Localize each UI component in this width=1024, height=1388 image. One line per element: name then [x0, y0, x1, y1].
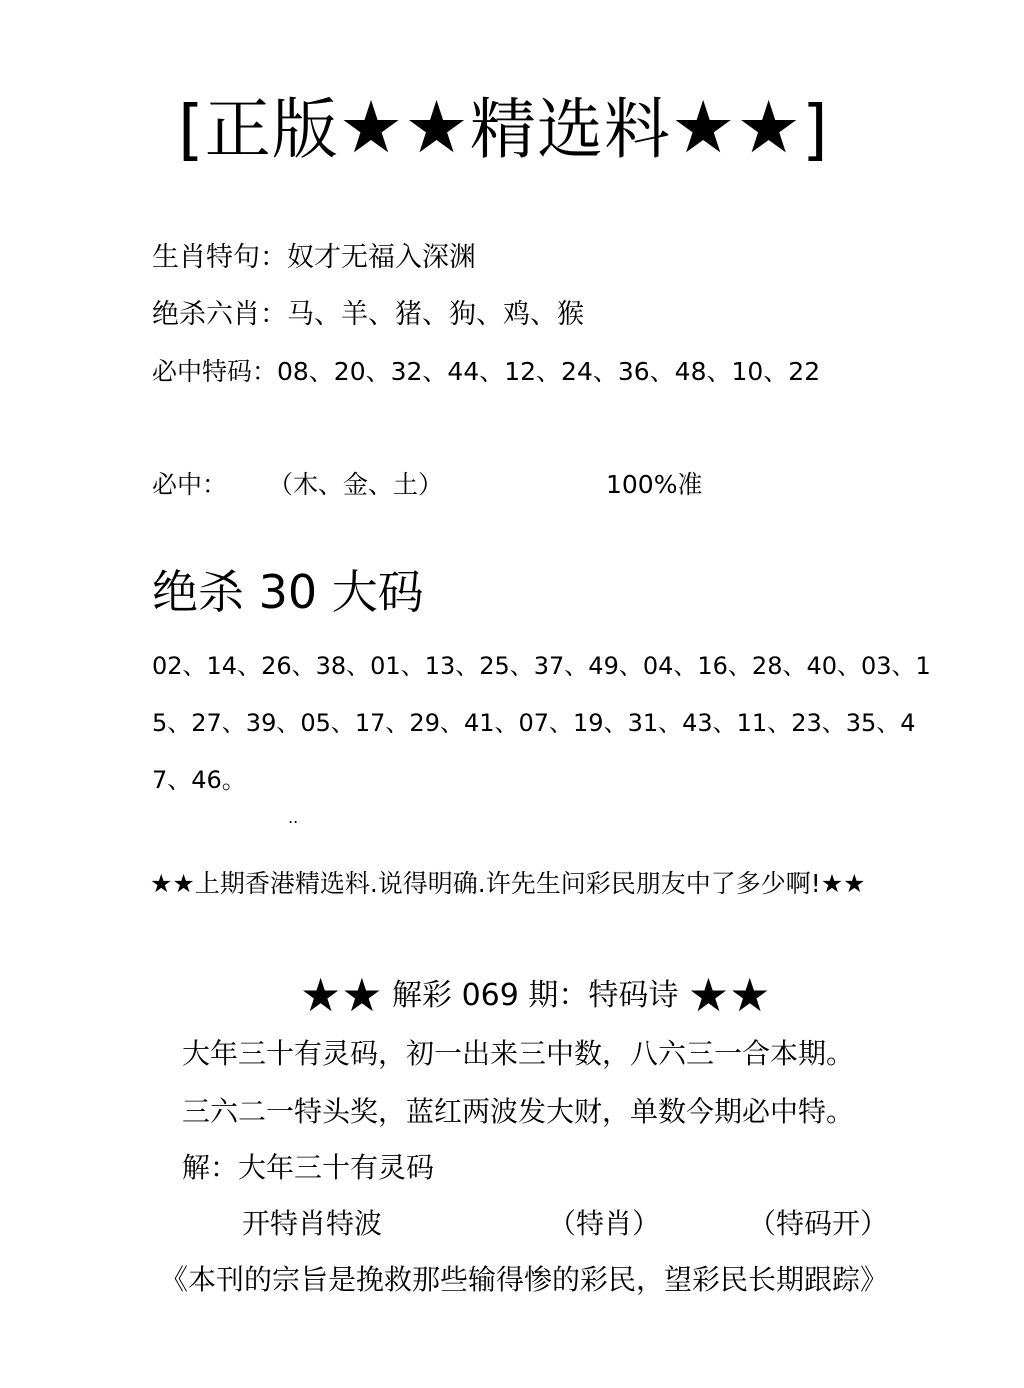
star-icon: ★★ — [670, 85, 802, 169]
kill30-heading: 绝杀 30 大码 — [152, 565, 424, 619]
star-icon: ★★ — [300, 968, 383, 1022]
poem-line-2: 三六二一特头奖，蓝红两波发大财，单数今期必中特。 — [182, 1095, 855, 1128]
must-hit-numbers: 必中特码：08、20、32、44、12、24、36、48、10、22 — [152, 357, 821, 386]
poem-title — [300, 968, 771, 1022]
dots-mark: .. — [288, 808, 299, 827]
must-hit-elements: （木、金、土） — [268, 470, 444, 499]
title-open-bracket: [ — [178, 91, 205, 168]
zodiac-proverb: 生肖特句：奴才无福入深渊 — [152, 242, 476, 273]
kill-six-zodiac: 绝杀六肖：马、羊、猪、狗、鸡、猴 — [152, 299, 584, 330]
page-title — [178, 82, 829, 175]
must-hit-label: 必中： — [152, 470, 228, 499]
poem-line-4a: 开特肖特波 — [242, 1207, 383, 1240]
star-icon: ★★ — [687, 968, 771, 1022]
poem-line-4c: （特码开） — [748, 1207, 889, 1240]
poem-title-text: 解彩 069 期：特码诗 — [392, 978, 679, 1013]
star-icon: ★★ — [338, 85, 470, 169]
title-main: 精选料 — [469, 91, 671, 168]
title-close-bracket: ] — [801, 91, 829, 168]
poem-line-3: 解：大年三十有灵码 — [182, 1151, 435, 1184]
banner-text: ★★上期香港精选料.说得明确.许先生问彩民朋友中了多少啊!★★ — [150, 869, 866, 898]
poem-line-1: 大年三十有灵码，初一出来三中数，八六三一合本期。 — [182, 1037, 855, 1070]
title-prefix: 正版 — [204, 91, 339, 168]
kill30-numbers: 02、14、26、38、01、13、25、37、49、04、16、28、40、03、15、27、39、05、17、29、41、07、19、31、43、11、23、35、47、46。 — [152, 652, 931, 794]
must-hit-accuracy: 100%准 — [606, 470, 703, 499]
footer-note: 《本刊的宗旨是挽救那些输得惨的彩民，望彩民长期跟踪》 — [160, 1263, 889, 1296]
poem-line-4b: （特肖） — [548, 1207, 661, 1240]
